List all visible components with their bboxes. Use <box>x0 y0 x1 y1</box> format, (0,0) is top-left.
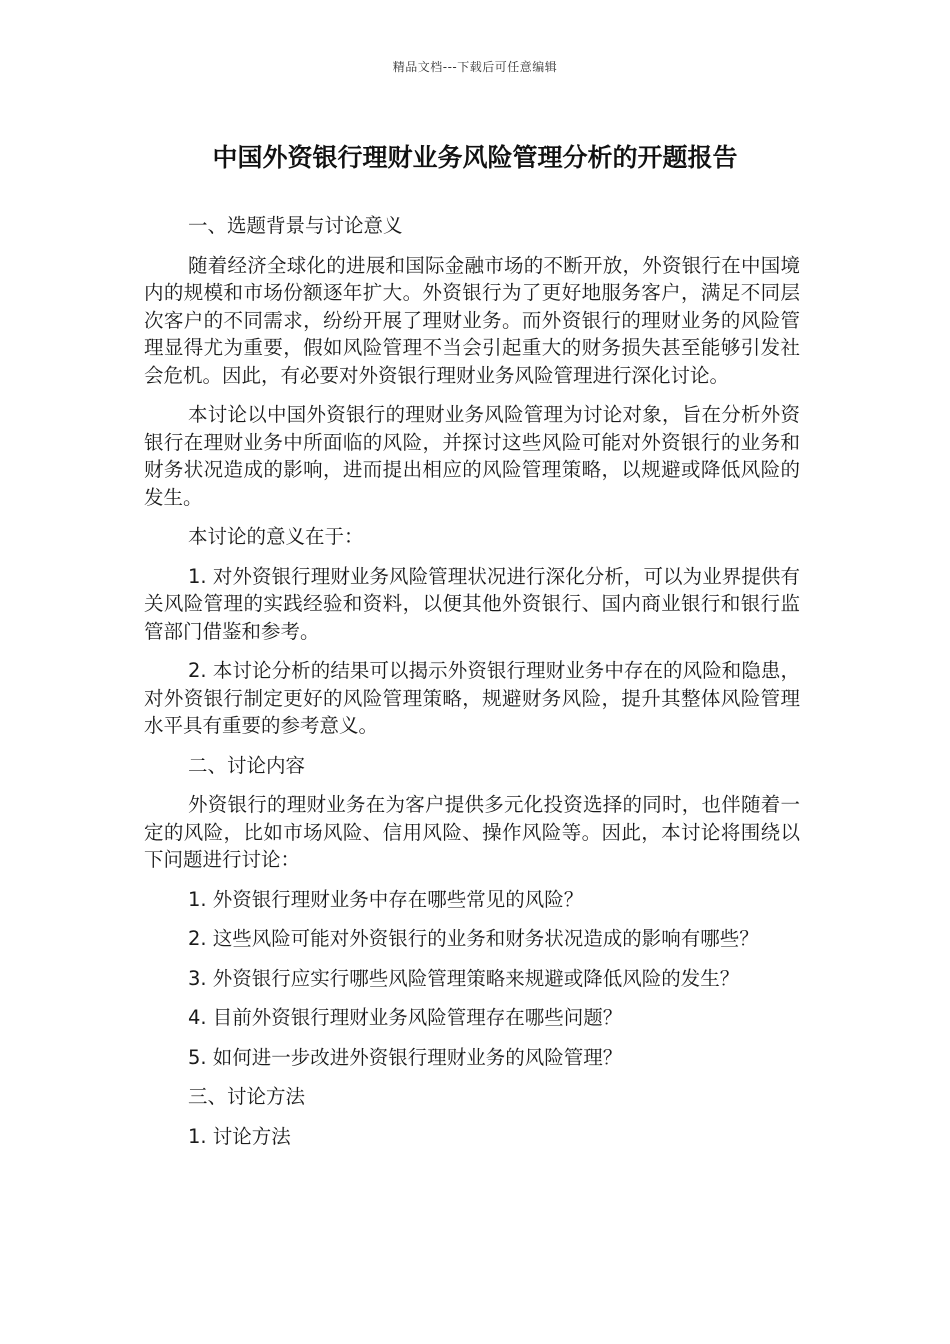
list-item-significance-1: 1. 对外资银行理财业务风险管理状况进行深化分析，可以为业界提供有关风险管理的实践经验和资料，以便其他外资银行、国内商业银行和银行监管部门借鉴和参考。 <box>144 564 800 643</box>
paragraph-objective: 本讨论以中国外资银行的理财业务风险管理为讨论对象，旨在分析外资银行在理财业务中所面临的风险，并探讨这些风险可能对外资银行的业务和财务状况造成的影响，进而提出相应的风险管理策略，以规避或降低风险的发生。 <box>144 403 800 509</box>
list-item-question-1: 1. 外资银行理财业务中存在哪些常见的风险？ <box>188 887 584 911</box>
section-heading-content: 二、讨论内容 <box>188 753 306 777</box>
document-title: 中国外资银行理财业务风险管理分析的开题报告 <box>212 143 738 172</box>
list-item-question-3: 3. 外资银行应实行哪些风险管理策略来规避或降低风险的发生？ <box>188 966 740 990</box>
header-watermark: 精品文档---下载后可任意编辑 <box>392 60 558 74</box>
list-item-significance-2: 2. 本讨论分析的结果可以揭示外资银行理财业务中存在的风险和隐患，对外资银行制定更好的风险管理策略，规避财务风险，提升其整体风险管理水平具有重要的参考意义。 <box>144 659 800 737</box>
list-item-question-2: 2. 这些风险可能对外资银行的业务和财务状况造成的影响有哪些？ <box>188 927 759 950</box>
paragraph-background: 随着经济全球化的进展和国际金融市场的不断开放，外资银行在中国境内的规模和市场份额逐年扩大。外资银行为了更好地服务客户，满足不同层次客户的不同需求，纷纷开展了理财业务。而外资银行的理财业务的风险管理显得尤为重要，假如风险管理不当会引起重大的财务损失甚至能够引发社会危机。因此，有必要对外资银行理财业务风险管理进行深化讨论。 <box>144 253 800 387</box>
section-heading-method: 三、讨论方法 <box>188 1085 306 1108</box>
list-item-question-4: 4. 目前外资银行理财业务风险管理存在哪些问题？ <box>188 1006 623 1029</box>
list-item-method-1: 1. 讨论方法 <box>188 1124 291 1148</box>
paragraph-content: 外资银行的理财业务在为客户提供多元化投资选择的同时，也伴随着一定的风险，比如市场风险、信用风险、操作风险等。因此，本讨论将围绕以下问题进行讨论： <box>144 793 800 871</box>
document-body <box>144 212 800 1162</box>
list-item-question-5: 5. 如何进一步改进外资银行理财业务的风险管理？ <box>188 1045 623 1069</box>
section-heading-background: 一、选题背景与讨论意义 <box>188 214 403 237</box>
paragraph-significance-intro: 本讨论的意义在于： <box>188 525 364 548</box>
